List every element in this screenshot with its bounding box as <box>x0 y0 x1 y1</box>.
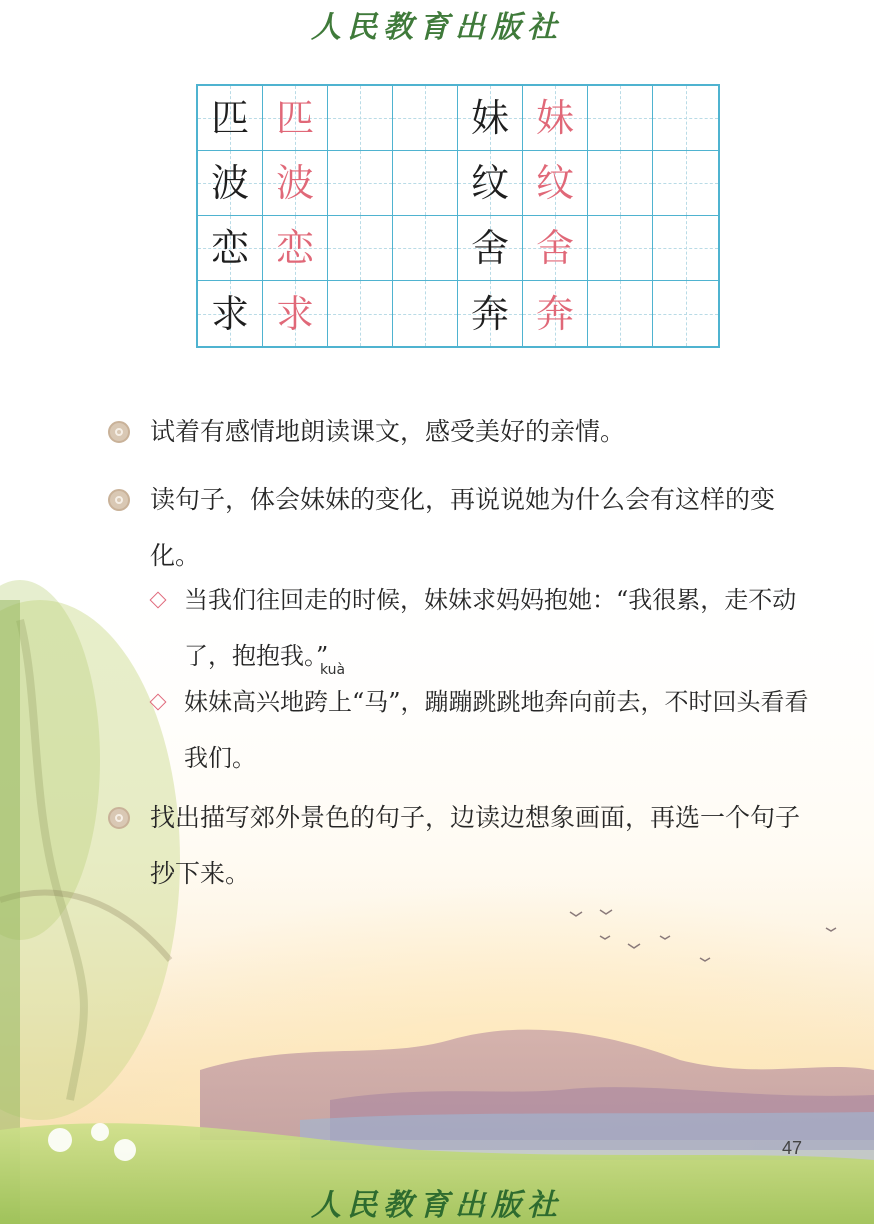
character-glyph: 纹 <box>470 161 509 205</box>
pinyin-annotation: kuà <box>320 662 346 678</box>
question-2 <box>110 472 810 584</box>
publisher-logo-header: 人民教育出版社 <box>311 10 563 45</box>
trace-character <box>263 216 328 281</box>
model-character <box>458 281 523 346</box>
character-glyph: 求 <box>210 291 249 336</box>
empty-writing-cell <box>653 86 718 151</box>
empty-writing-cell <box>328 86 393 151</box>
trace-character <box>263 86 328 151</box>
character-glyph: 舍 <box>470 226 509 270</box>
empty-writing-cell <box>588 86 653 151</box>
question-bullet-icon <box>108 421 130 443</box>
model-character <box>458 216 523 281</box>
empty-writing-cell <box>588 281 653 346</box>
model-character <box>458 151 523 216</box>
character-glyph: 纹 <box>535 161 574 205</box>
character-glyph: 波 <box>210 161 249 205</box>
example-sentence-2-text: 妹妹高兴地跨上“马”，蹦蹦跳跳地奔向前去，不时回头看看我们。 <box>184 688 809 772</box>
trace-character <box>523 86 588 151</box>
page-number: 47 <box>782 1138 803 1158</box>
trace-character <box>523 281 588 346</box>
example-sentence-2 <box>152 674 812 786</box>
character-glyph: 匹 <box>275 96 314 140</box>
character-writing-grid <box>196 84 720 348</box>
model-character <box>198 151 263 216</box>
question-1-text: 试着有感情地朗读课文，感受美好的亲情。 <box>150 417 626 446</box>
character-glyph: 求 <box>275 291 314 336</box>
empty-writing-cell <box>588 151 653 216</box>
empty-writing-cell <box>328 281 393 346</box>
question-2-text: 读句子，体会妹妹的变化，再说说她为什么会有这样的变化。 <box>150 485 776 570</box>
question-bullet-icon <box>108 489 130 511</box>
character-glyph: 恋 <box>275 226 314 270</box>
empty-writing-cell <box>653 216 718 281</box>
empty-writing-cell <box>653 281 718 346</box>
trace-character <box>523 151 588 216</box>
trace-character <box>523 216 588 281</box>
trace-character <box>263 151 328 216</box>
character-glyph: 舍 <box>535 226 574 270</box>
empty-writing-cell <box>328 151 393 216</box>
character-glyph: 妹 <box>470 96 509 140</box>
empty-writing-cell <box>393 151 458 216</box>
empty-writing-cell <box>328 216 393 281</box>
character-glyph: 匹 <box>210 96 249 140</box>
model-character <box>198 216 263 281</box>
empty-writing-cell <box>653 151 718 216</box>
empty-writing-cell <box>393 216 458 281</box>
example-sentence-1 <box>152 572 812 684</box>
empty-writing-cell <box>588 216 653 281</box>
publisher-logo-footer: 人民教育出版社 <box>311 1188 563 1223</box>
empty-writing-cell <box>393 86 458 151</box>
character-glyph: 妹 <box>535 96 574 140</box>
model-character <box>198 86 263 151</box>
character-glyph: 奔 <box>470 291 509 336</box>
question-3 <box>110 790 810 902</box>
trace-character <box>263 281 328 346</box>
empty-writing-cell <box>393 281 458 346</box>
character-glyph: 恋 <box>210 226 249 270</box>
question-1 <box>110 404 810 460</box>
example-sentence-1-text: 当我们往回走的时候，妹妹求妈妈抱她：“我很累，走不动了，抱抱我。” <box>184 586 797 670</box>
character-glyph: 波 <box>275 161 314 205</box>
model-character <box>198 281 263 346</box>
character-glyph: 奔 <box>535 291 574 336</box>
question-bullet-icon <box>108 807 130 829</box>
question-3-text: 找出描写郊外景色的句子，边读边想象画面，再选一个句子抄下来。 <box>150 803 801 888</box>
model-character <box>458 86 523 151</box>
